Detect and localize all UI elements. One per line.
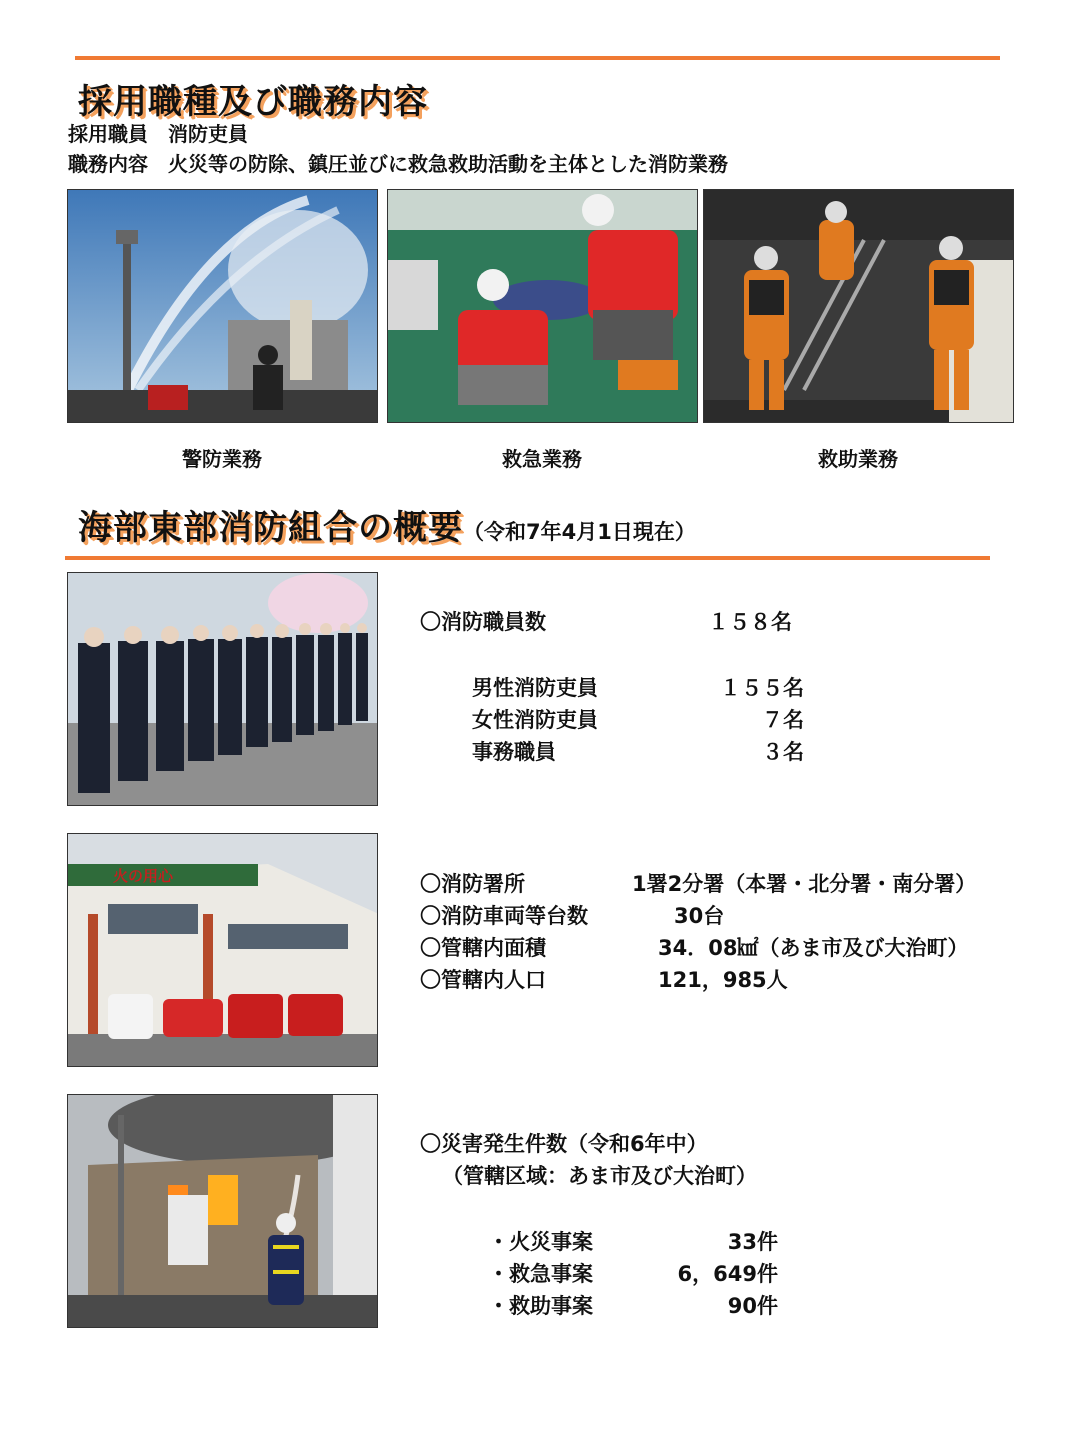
staff-photo [67, 572, 378, 806]
rescue-photo [703, 189, 1014, 423]
facility-row-stations [420, 868, 1020, 898]
incident-heading: 〇災害発生件数（令和6年中） [420, 1132, 708, 1156]
incident-rescue-label: ・救助事案 [488, 1294, 593, 1318]
section2-title [78, 500, 696, 549]
facility-vehicles-value: 30台 [674, 904, 725, 928]
station-sign-text: 火の用心 [113, 867, 174, 885]
facility-population-value: 121，985人 [658, 968, 788, 992]
staff-row-female [472, 704, 812, 734]
incident-fire-label: ・火災事案 [488, 1230, 593, 1254]
emergency-icon [388, 190, 698, 423]
incident-emergency-value: 6，649件 [677, 1262, 778, 1286]
recruit-line: 採用職員 消防吏員 [68, 122, 248, 146]
section2-title-text: 海部東部消防組合の概要 [78, 508, 463, 548]
caption-emergency: 救急業務 [502, 447, 582, 471]
staff-total-value: １５８名 [708, 610, 792, 634]
incident-row-emergency [488, 1258, 778, 1288]
staff-office-label: 事務職員 [472, 740, 556, 764]
incident-emergency-label: ・救急事案 [488, 1262, 593, 1286]
caption-firefighting: 警防業務 [182, 447, 262, 471]
staff-total-label: 〇消防職員数 [420, 610, 546, 634]
duty-line: 職務内容 火災等の防除、鎮圧並びに救急救助活動を主体とした消防業務 [68, 152, 728, 176]
facility-row-population [420, 964, 1020, 994]
house-fire-photo [67, 1094, 378, 1328]
facility-area-label: 〇管轄内面積 [420, 936, 546, 960]
incident-rescue-value: 90件 [727, 1294, 778, 1318]
incident-row-rescue [488, 1290, 778, 1320]
facility-area-value: 34．08㎢（あま市及び大治町） [658, 936, 969, 960]
section2-date: （令和7年4月1日現在） [463, 520, 696, 544]
section2-rule [65, 556, 990, 560]
fire-station-icon [68, 834, 378, 1067]
facility-row-vehicles [420, 900, 1020, 930]
staff-male-label: 男性消防吏員 [472, 676, 598, 700]
facility-vehicles-label: 〇消防車両等台数 [420, 904, 588, 928]
staff-male-value: １５５名 [720, 676, 804, 700]
emergency-photo [387, 189, 698, 423]
section1-title: 採用職種及び職務内容 [78, 82, 428, 122]
facility-stations-label: 〇消防署所 [420, 872, 525, 896]
facility-row-area [420, 932, 1020, 962]
top-rule [75, 56, 1000, 60]
firefighting-icon [68, 190, 378, 423]
staff-female-value: ７名 [762, 708, 804, 732]
firefighting-photo [67, 189, 378, 423]
incident-row-fire [488, 1226, 778, 1256]
staff-row-office [472, 736, 812, 766]
staff-lineup-icon [68, 573, 378, 806]
facility-stations-value: 1署2分署（本署・北分署・南分署） [632, 872, 977, 896]
incident-sub: （管轄区域：あま市及び大治町） [442, 1164, 757, 1188]
staff-office-value: ３名 [762, 740, 804, 764]
house-fire-icon [68, 1095, 378, 1328]
incident-fire-value: 33件 [727, 1230, 778, 1254]
staff-row-male [472, 672, 812, 702]
staff-female-label: 女性消防吏員 [472, 708, 598, 732]
station-photo [67, 833, 378, 1067]
caption-rescue: 救助業務 [818, 447, 898, 471]
rescue-icon [704, 190, 1014, 423]
facility-population-label: 〇管轄内人口 [420, 968, 546, 992]
staff-total-row [420, 606, 820, 636]
